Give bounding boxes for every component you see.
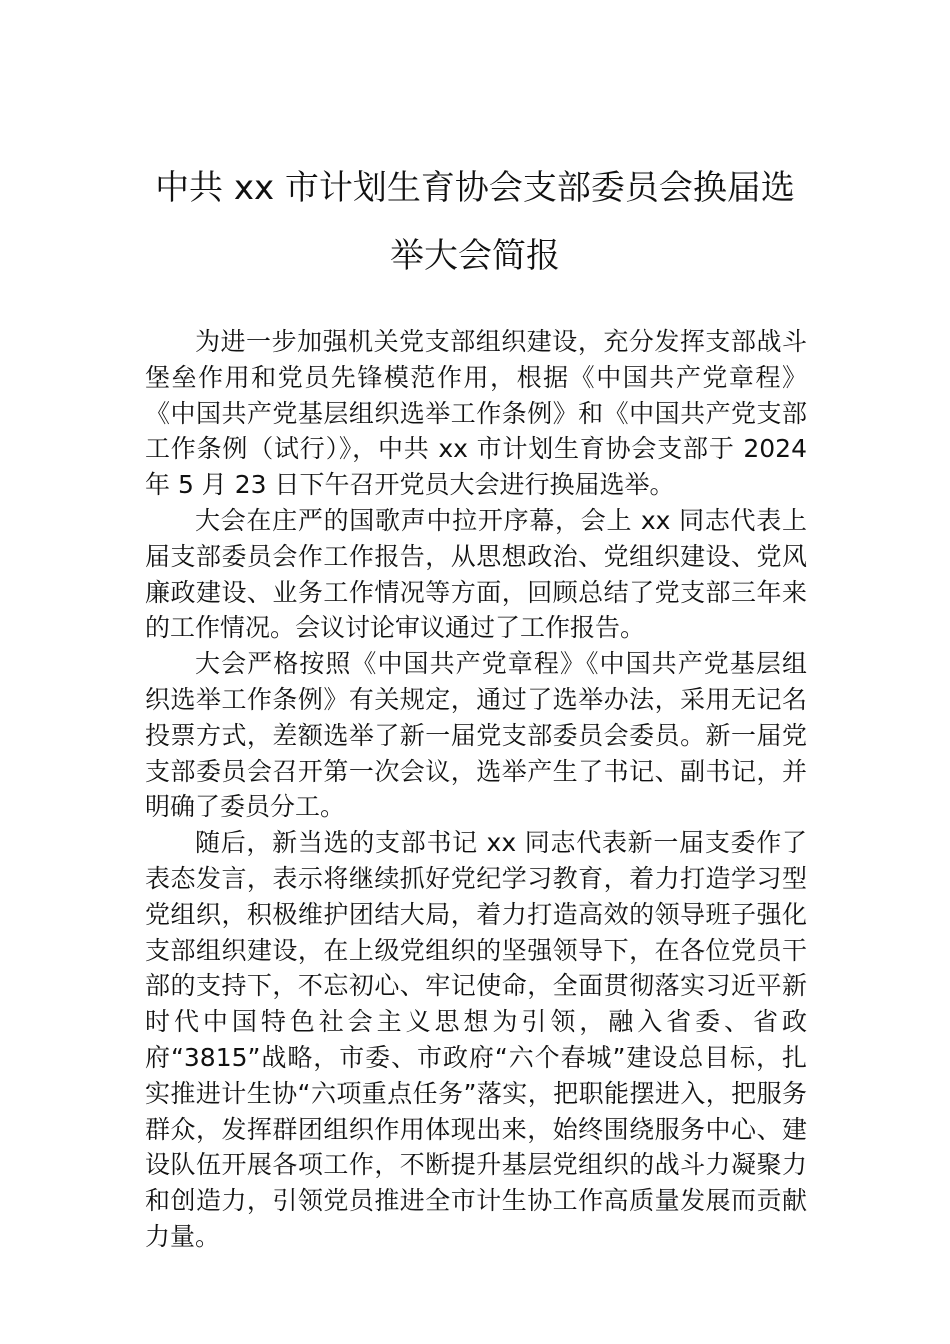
document-body xyxy=(145,324,807,1255)
paragraph-2: 大会在庄严的国歌声中拉开序幕，会上 xx 同志代表上届支部委员会作工作报告，从思想政治、党组织建设、党风廉政建设、业务工作情况等方面，回顾总结了党支部三年来的工作情况。会议讨论审议通过了工作报告。 xyxy=(145,505,807,643)
paragraph-3: 大会严格按照《中国共产党章程》《中国共产党基层组织选举工作条例》有关规定，通过了选举办法，采用无记名投票方式，差额选举了新一届党支部委员会委员。新一届党支部委员会召开第一次会议，选举产生了书记、副书记，并明确了委员分工。 xyxy=(145,649,807,822)
document-title-line-2: 举大会简报 xyxy=(390,236,560,276)
document-title-line-1: 中共 xx 市计划生育协会支部委员会换届选 xyxy=(155,168,795,208)
paragraph-4: 随后，新当选的支部书记 xx 同志代表新一届支委作了表态发言，表示将继续抓好党纪学习教育，着力打造学习型党组织，积极维护团结大局，着力打造高效的领导班子强化支部组织建设，在上级党组织的坚强领导下，在各位党员干部的支持下，不忘初心、牢记使命，全面贯彻落实习近平新时代中国特色社会主义思想为引领，融入省委、省政府“3815”战略，市委、市政府“六个春城”建设总目标，扎实推进计生协“六项重点任务”落实，把职能摆进入，把服务群众，发挥群团组织作用体现出来，始终围绕服务中心、建设队伍开展各项工作，不断提升基层党组织的战斗力凝聚力和创造力，引领党员推进全市计生协工作高质量发展而贡献力量。 xyxy=(145,828,807,1251)
paragraph-1: 为进一步加强机关党支部组织建设，充分发挥支部战斗堡垒作用和党员先锋模范作用，根据《中国共产党章程》《中国共产党基层组织选举工作条例》和《中国共产党支部工作条例（试行）》，中共 xx 市计划生育协会支部于 2024 年 5 月 23 日下午召开党员大会进行换届选举。 xyxy=(145,327,807,500)
